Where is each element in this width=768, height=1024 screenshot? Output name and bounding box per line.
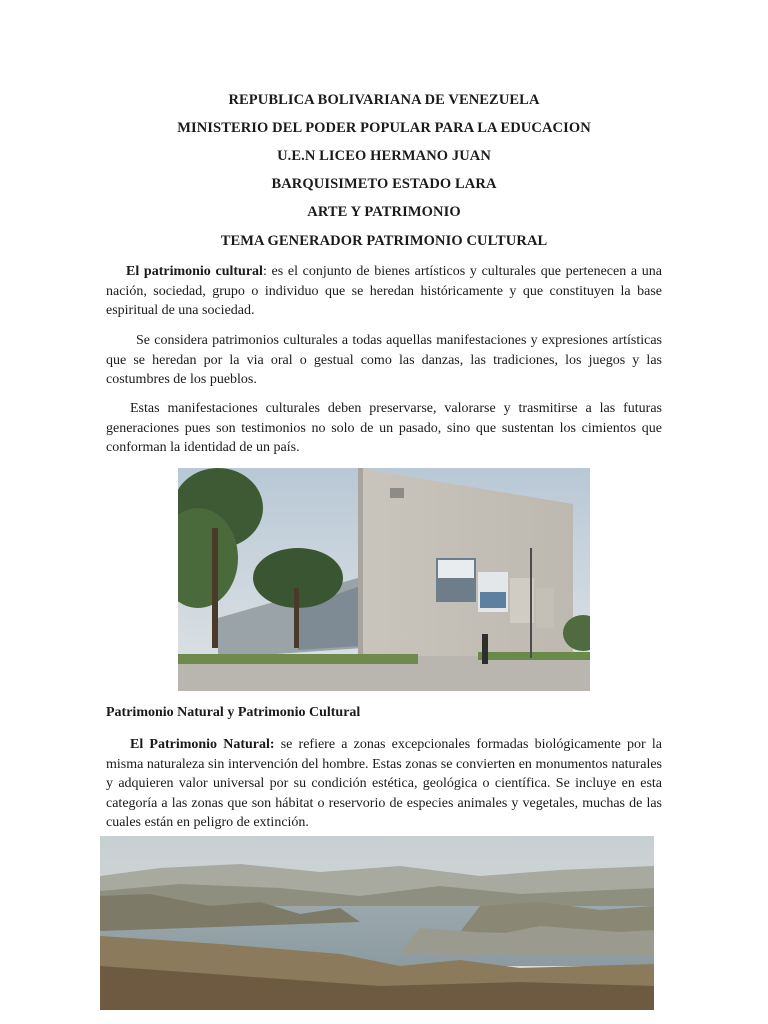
paragraph-lead: El Patrimonio Natural: bbox=[130, 737, 275, 752]
heading-subject: ARTE Y PATRIMONIO bbox=[307, 204, 461, 220]
paragraph-lead: El patrimonio cultural bbox=[126, 264, 263, 279]
heading-topic: TEMA GENERADOR PATRIMONIO CULTURAL bbox=[220, 233, 548, 249]
paragraph-natural-heritage bbox=[106, 735, 662, 833]
paragraph-text: : es el conjunto de bienes artísticos y culturales que pertenecen a una nación, sociedad, grupo o individuo que se heredan históricamente y que constituyen la base espiritual de una sociedad. bbox=[106, 264, 663, 318]
paragraph-manifestations: Se considera patrimonios culturales a todas aquellas manifestaciones y expresiones artísticas que se heredan por la via oral o gestual como las danzas, las tradiciones, los juegos y las costumbres de los pueblos. bbox=[106, 333, 662, 387]
paragraph-preservation: Estas manifestaciones culturales deben preservarse, valorarse y trasmitirse a las futuras generaciones pues son testimonios no solo de un pasado, sino que sustentan los cimientos que conforman la identidad de un país. bbox=[106, 401, 662, 455]
heading-republic: REPUBLICA BOLIVARIANA DE VENEZUELA bbox=[228, 92, 540, 108]
heading-city: BARQUISIMETO ESTADO LARA bbox=[271, 176, 497, 192]
heading-ministry: MINISTERIO DEL PODER POPULAR PARA LA EDUCACION bbox=[177, 120, 591, 136]
section-subheading: Patrimonio Natural y Patrimonio Cultural bbox=[106, 705, 361, 720]
paragraph-text: se refiere a zonas excepcionales formadas biológicamente por la misma naturaleza sin intervención del hombre. Estas zonas se convierten en monumentos naturales y adquieren valor universal por su condición estética, geológica o científica. Se incluye en esta categoría a las zonas que son hábitat o reservorio de especies animales y vegetales, muchas de las cuales están en peligro de extinción. bbox=[106, 737, 662, 830]
landscape-photo bbox=[100, 836, 654, 1010]
heading-school: U.E.N LICEO HERMANO JUAN bbox=[277, 148, 491, 164]
paragraph-cultural-heritage bbox=[106, 262, 662, 321]
museum-building-photo bbox=[178, 468, 590, 691]
